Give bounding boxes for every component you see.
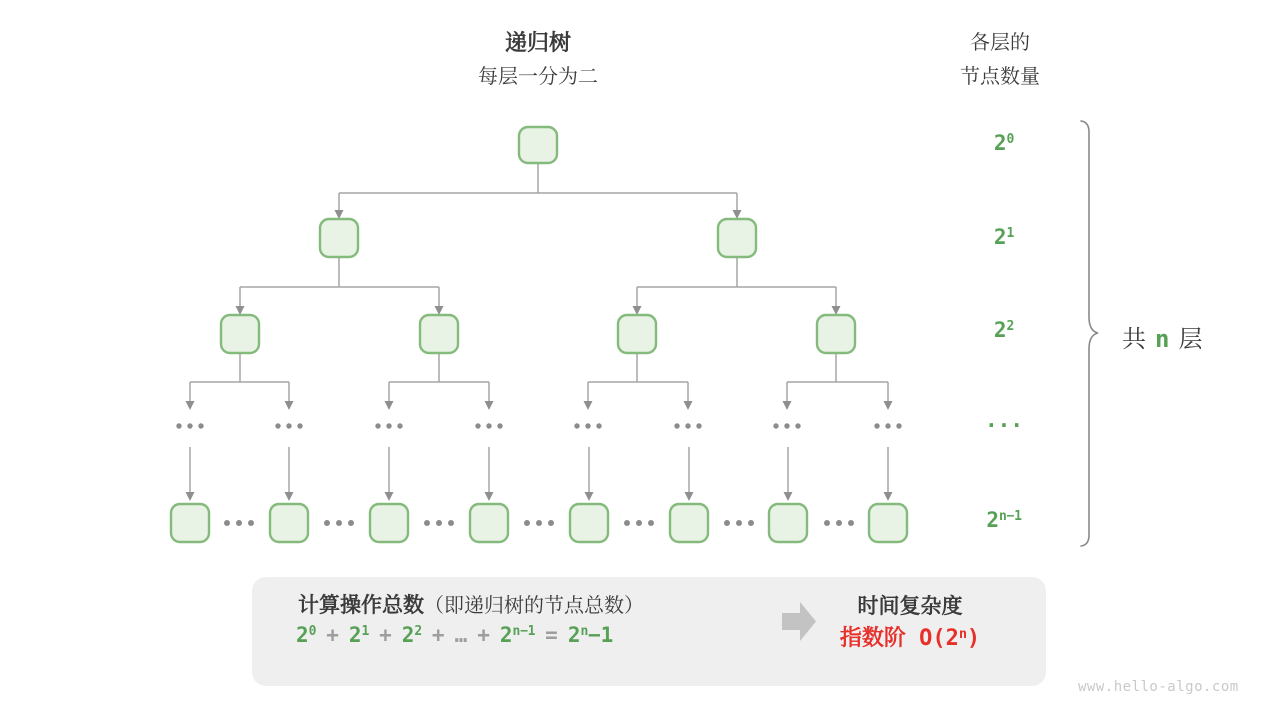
arrowhead <box>385 492 394 501</box>
ellipsis-dots <box>497 423 502 428</box>
formula-token: $2^2$ <box>401 623 422 647</box>
watermark: www.hello-algo.com <box>1078 679 1239 695</box>
layers-brace <box>1081 121 1098 546</box>
formula-token: + <box>477 623 490 647</box>
ellipsis-dots <box>375 423 380 428</box>
row-ellipsis-dots <box>424 520 430 526</box>
tree-title: 递归树 <box>504 30 571 55</box>
ellipsis-dots <box>874 423 879 428</box>
arrowhead <box>186 492 195 501</box>
arrowhead <box>832 306 841 315</box>
arrowhead <box>285 492 294 501</box>
row-ellipsis-dots <box>248 520 254 526</box>
ellipsis-dots <box>286 423 291 428</box>
ellipsis-dots <box>784 423 789 428</box>
level-count-label: $2^0$ <box>993 131 1015 155</box>
formula-token: $2^0$ <box>296 623 317 647</box>
tree-node <box>718 219 756 257</box>
tree-node <box>470 504 508 542</box>
row-ellipsis-dots <box>536 520 542 526</box>
tree-node <box>370 504 408 542</box>
ellipsis-dots <box>176 423 181 428</box>
arrowhead <box>684 401 693 410</box>
formula-token: = <box>545 623 558 647</box>
row-ellipsis-dots <box>524 520 530 526</box>
level-count-label: ... <box>985 408 1023 432</box>
levels-header-line2: 节点数量 <box>960 66 1040 88</box>
node-total-formula <box>296 623 613 647</box>
tree-node <box>420 315 458 353</box>
arrowhead <box>335 210 344 219</box>
row-ellipsis-dots <box>324 520 330 526</box>
ellipsis-dots <box>475 423 480 428</box>
tree-node <box>618 315 656 353</box>
formula-token: $2^{n-1}$ <box>499 623 536 647</box>
arrowhead <box>784 492 793 501</box>
formula-token: $2^1$ <box>348 623 370 647</box>
ellipsis-dots <box>297 423 302 428</box>
arrowhead <box>733 210 742 219</box>
row-ellipsis-dots <box>748 520 754 526</box>
row-ellipsis-dots <box>236 520 242 526</box>
ellipsis-dots <box>674 423 679 428</box>
tree-node <box>519 127 557 163</box>
tree-node <box>670 504 708 542</box>
tree-node <box>171 504 209 542</box>
complexity-value: 指数阶 O(2$^n$) <box>839 625 981 651</box>
arrowhead <box>285 401 294 410</box>
level-count-label: $2^{n-1}$ <box>986 508 1022 532</box>
ellipsis-dots <box>885 423 890 428</box>
tree-node <box>320 219 358 257</box>
operations-heading-note: （即递归树的节点总数） <box>424 595 644 617</box>
formula-token: … <box>454 623 468 647</box>
row-ellipsis-dots <box>848 520 854 526</box>
row-ellipsis-dots <box>636 520 642 526</box>
arrowhead <box>385 401 394 410</box>
arrowhead <box>584 401 593 410</box>
row-ellipsis-dots <box>448 520 454 526</box>
level-count-label: $2^2$ <box>993 318 1015 342</box>
arrowhead <box>585 492 594 501</box>
row-ellipsis-dots <box>624 520 630 526</box>
ellipsis-dots <box>187 423 192 428</box>
formula-token: $2^n-1$ <box>567 623 614 647</box>
ellipsis-dots <box>896 423 901 428</box>
level-count-label: $2^1$ <box>993 225 1015 249</box>
ellipsis-dots <box>198 423 203 428</box>
row-ellipsis-dots <box>224 520 230 526</box>
ellipsis-dots <box>795 423 800 428</box>
ellipsis-dots <box>685 423 690 428</box>
arrowhead <box>485 401 494 410</box>
total-layers-label: 共 n 层 <box>1122 325 1203 353</box>
ellipsis-dots <box>397 423 402 428</box>
ellipsis-dots <box>596 423 601 428</box>
row-ellipsis-dots <box>336 520 342 526</box>
row-ellipsis-dots <box>836 520 842 526</box>
arrowhead <box>485 492 494 501</box>
tree-node <box>270 504 308 542</box>
operations-heading <box>298 589 644 619</box>
ellipsis-dots <box>574 423 579 428</box>
row-ellipsis-dots <box>648 520 654 526</box>
tree-node <box>769 504 807 542</box>
tree-node <box>570 504 608 542</box>
formula-token: + <box>326 623 339 647</box>
row-ellipsis-dots <box>436 520 442 526</box>
row-ellipsis-dots <box>348 520 354 526</box>
arrowhead <box>633 306 642 315</box>
tree-subtitle: 每层一分为二 <box>478 66 598 88</box>
complexity-title: 时间复杂度 <box>857 595 963 618</box>
arrowhead <box>685 492 694 501</box>
arrowhead <box>884 401 893 410</box>
tree-node <box>817 315 855 353</box>
arrowhead <box>884 492 893 501</box>
tree-node <box>221 315 259 353</box>
ellipsis-dots <box>275 423 280 428</box>
levels-header-line1: 各层的 <box>970 32 1030 54</box>
row-ellipsis-dots <box>824 520 830 526</box>
ellipsis-dots <box>486 423 491 428</box>
arrowhead <box>186 401 195 410</box>
ellipsis-dots <box>585 423 590 428</box>
tree-node <box>869 504 907 542</box>
ellipsis-dots <box>773 423 778 428</box>
row-ellipsis-dots <box>736 520 742 526</box>
row-ellipsis-dots <box>724 520 730 526</box>
arrowhead <box>783 401 792 410</box>
formula-token: + <box>431 623 445 647</box>
formula-token: + <box>379 623 392 647</box>
ellipsis-dots <box>696 423 701 428</box>
operations-heading-bold: 计算操作总数 <box>298 594 424 617</box>
arrowhead <box>435 306 444 315</box>
ellipsis-dots <box>386 423 391 428</box>
arrowhead <box>236 306 245 315</box>
row-ellipsis-dots <box>548 520 554 526</box>
summary-box <box>252 577 1046 686</box>
